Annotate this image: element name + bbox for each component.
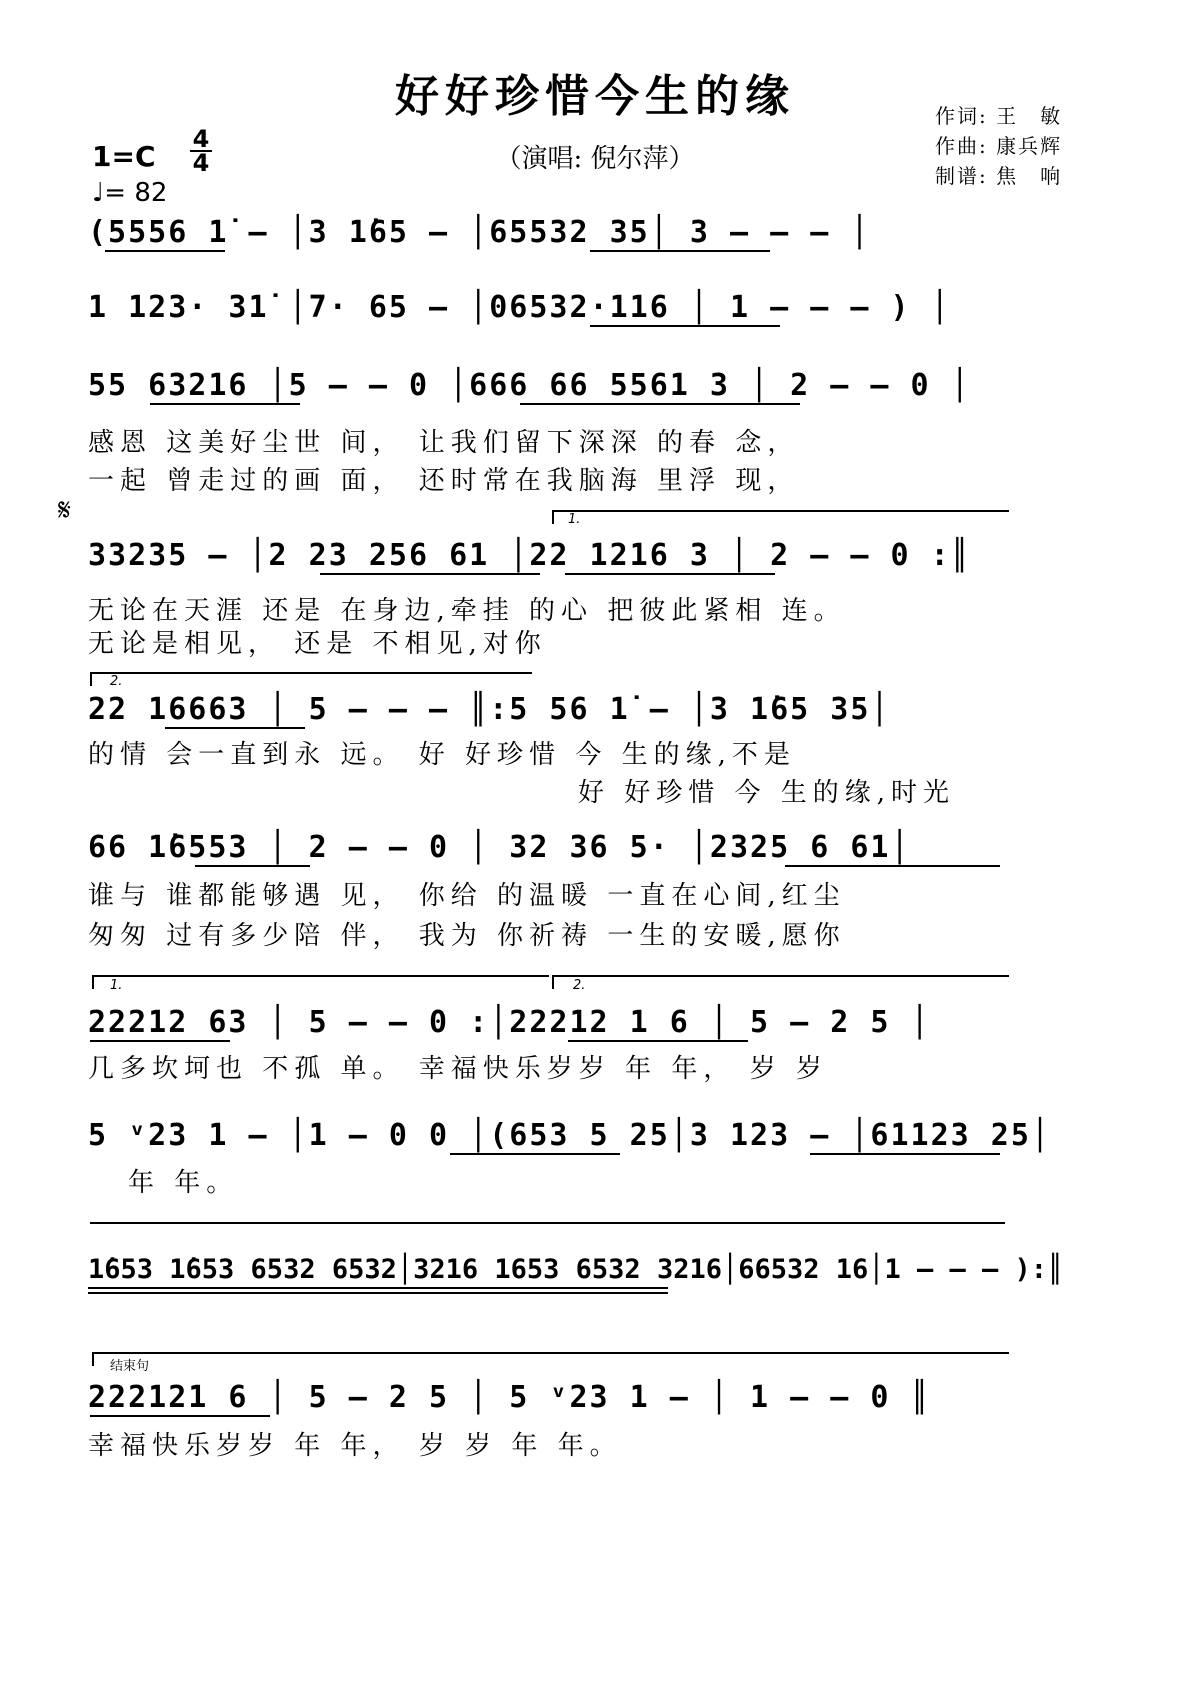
- underline: [88, 1292, 668, 1294]
- lyric-row-6-verse-2: 匆匆 过有多少陪 伴， 我为 你祈祷 一生的安暖,愿你: [88, 921, 846, 951]
- underline: [150, 403, 300, 405]
- underline: [565, 573, 775, 575]
- underline: [810, 1153, 1000, 1155]
- time-signature: [190, 125, 212, 177]
- ending-label: 结束句: [110, 1359, 150, 1374]
- lyric-row-7-verse-1: 几多坎坷也 不孤 单。 幸福快乐岁岁 年 年， 岁 岁: [88, 1054, 828, 1084]
- underline: [785, 865, 1000, 867]
- segno-sign: 𝄋: [58, 493, 71, 528]
- underline: [450, 1153, 620, 1155]
- notes-row-4: 33235 – │2 23 256 61 │22 1216 3 │ 2 – – 0 :║: [88, 538, 971, 573]
- underline: [590, 250, 770, 252]
- notes-row-8: 5 ᵛ23 1 – │1 – 0 0 │(653 5 25│3 123 – │61123 25│: [88, 1118, 1051, 1153]
- underline: [90, 1415, 270, 1417]
- lyricist-credit: 作词: 王 敏: [935, 104, 1063, 128]
- volta-bracket-2: [90, 672, 532, 686]
- underline: [590, 325, 780, 327]
- volta-label-2b: 2.: [573, 978, 586, 993]
- notes-row-5: 22 16663 │ 5 – – – ║:5 56 1̇ – │3 1̇65 35│: [88, 692, 891, 727]
- lyric-row-8-verse-1: 年 年。: [128, 1168, 239, 1198]
- lyric-row-4-verse-1: 无论在天涯 还是 在身边,牵挂 的心 把彼此紧相 连。: [88, 596, 846, 626]
- arranger-credit: 制谱: 焦 响: [935, 164, 1063, 188]
- song-title: 好好珍惜今生的缘: [395, 71, 795, 122]
- time-signature-bottom: 4: [192, 149, 210, 177]
- lyric-row-10-verse-1: 幸福快乐岁岁 年 年， 岁 岁 年 年。: [88, 1431, 622, 1461]
- underline: [320, 573, 540, 575]
- underline: [195, 865, 310, 867]
- underline: [165, 727, 305, 729]
- underline: [520, 403, 800, 405]
- repeat-bracket: [90, 1222, 1005, 1236]
- lyric-row-4-verse-2: 无论是相见， 还是 不相见,对你: [88, 629, 547, 659]
- volta-label-1: 1.: [568, 512, 581, 527]
- lyric-row-3-verse-2: 一起 曾走过的画 面， 还时常在我脑海 里浮 现，: [88, 466, 800, 496]
- volta-label-2: 2.: [110, 674, 123, 689]
- key-signature: 1=C: [92, 140, 156, 173]
- ending-bracket: [92, 1352, 1009, 1366]
- notes-row-3: 55 63216 │5 – – 0 │666 66 5561 3 │ 2 – – 0 │: [88, 368, 971, 403]
- lyric-row-5-verse-2: 好 好珍惜 今 生的缘,时光: [578, 778, 956, 808]
- lyric-row-5-verse-1: 的情 会一直到永 远。 好 好珍惜 今 生的缘,不是: [88, 740, 796, 770]
- notes-row-10: 222121 6 │ 5 – 2 5 │ 5 ᵛ23 1 – │ 1 – – 0 ║: [88, 1380, 931, 1415]
- volta-bracket-1: [552, 510, 1009, 524]
- notes-row-1: (5556 1̇ – │3 1̇65 – │65532 35│ 3 – – – │: [88, 215, 871, 250]
- tempo-marking: ♩= 82: [92, 178, 168, 208]
- time-signature-top: 4: [192, 125, 210, 153]
- volta-bracket-1b: [92, 975, 549, 989]
- volta-bracket-2b: [552, 975, 1009, 989]
- lyric-row-3-verse-1: 感恩 这美好尘世 间， 让我们留下深深 的春 念，: [88, 428, 800, 458]
- underline: [568, 1040, 748, 1042]
- underline: [88, 1287, 668, 1289]
- singer-credit: （演唱: 倪尔萍）: [495, 144, 695, 174]
- notes-row-7: 22212 63 │ 5 – – 0 :│22212 1 6 │ 5 – 2 5 │: [88, 1005, 931, 1040]
- volta-label-1b: 1.: [110, 978, 123, 993]
- underline: [105, 250, 225, 252]
- notes-row-6: 66 1̇6553 │ 2 – – 0 │ 32 36 5· │2325 6 61│: [88, 830, 911, 865]
- composer-credit: 作曲: 康兵辉: [935, 134, 1063, 158]
- underline: [90, 1040, 230, 1042]
- notes-row-2: 1 123· 31̇ │7· 65 – │06532·116 │ 1 – – – ) │: [88, 290, 951, 325]
- lyric-row-6-verse-1: 谁与 谁都能够遇 见， 你给 的温暖 一直在心间,红尘: [88, 881, 846, 911]
- notes-row-9: 1̇653 1̇653 6532 6532│3216 1653 6532 3216│66532 16│1 – – – ):║: [88, 1254, 1064, 1285]
